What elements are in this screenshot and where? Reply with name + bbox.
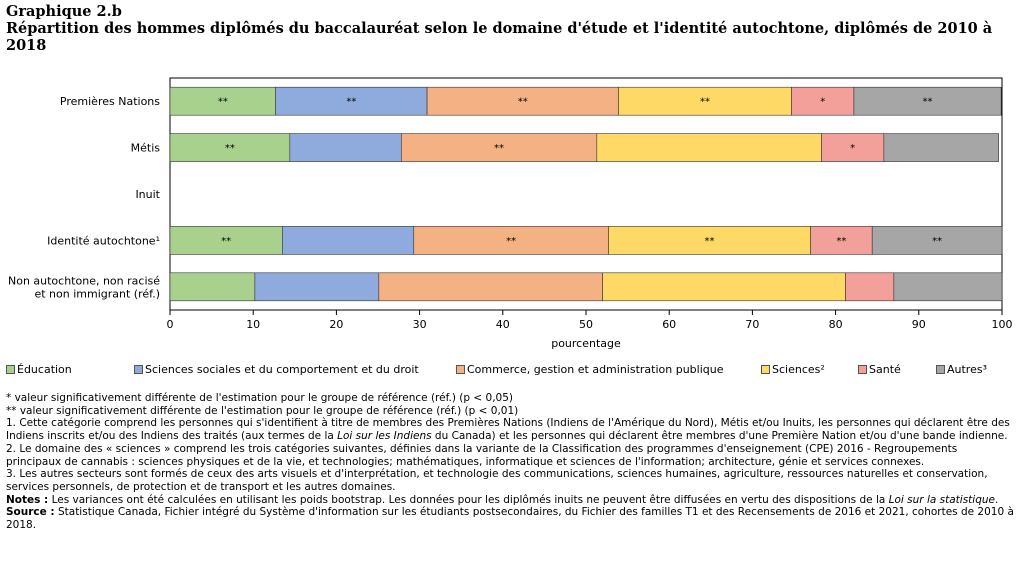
legend-label: Commerce, gestion et administration publique bbox=[467, 363, 724, 376]
bar-data-label: ** bbox=[699, 96, 710, 108]
legend-label: Sciences² bbox=[772, 363, 825, 376]
bar-data-label: ** bbox=[217, 96, 228, 108]
legend-item bbox=[858, 363, 901, 377]
bar-data-label: ** bbox=[836, 235, 847, 247]
legend-swatch bbox=[936, 365, 945, 374]
bar-data-label: ** bbox=[517, 96, 528, 108]
bar-segment bbox=[290, 134, 401, 162]
legend-swatch bbox=[858, 365, 867, 374]
bar-segment bbox=[597, 134, 822, 162]
legend-label: Autres³ bbox=[947, 363, 987, 376]
significance-note-1: * valeur significativement différente de l'estimation pour le groupe de référence (réf.) (p < 0,05) bbox=[6, 392, 514, 404]
legend-swatch bbox=[456, 365, 465, 374]
bar-segment bbox=[170, 273, 255, 301]
bar-segment bbox=[379, 273, 603, 301]
legend-item bbox=[6, 363, 72, 377]
x-axis-label: pourcentage bbox=[551, 337, 621, 350]
significance-note-2: ** valeur significativement différente de l'estimation pour le groupe de référence (réf.) (p < 0,01) bbox=[6, 404, 519, 417]
bar-data-label: ** bbox=[506, 235, 517, 247]
x-tick-label: 70 bbox=[745, 318, 760, 331]
footnote-1: 1. Cette catégorie comprend les personnes qui s'identifient à titre de membres des Premières Nations (Indiens de l'Amérique du Nord), Métis et/ou Inuits, les personnes qui déclarent être des Indiens inscrits et/ou des Indiens des traités (aux termes de la Loi sur les Indiens du Canada) et les personnes qui déclarent être membres d'une Première Nation et/ou d'une bande indienne. bbox=[6, 417, 1010, 443]
x-tick-label: 20 bbox=[329, 318, 344, 331]
methodology-notes: Notes : Les variances ont été calculées en utilisant les poids bootstrap. Les données pour les diplômés inuits ne peuvent être diffusées en vertu des dispositions de la Loi sur la statistique. bbox=[6, 493, 999, 506]
category-label: Métis bbox=[130, 141, 160, 155]
legend-item bbox=[134, 363, 419, 377]
bar-data-label: * bbox=[820, 96, 826, 108]
chart-legend bbox=[6, 363, 1016, 379]
legend-item bbox=[761, 363, 825, 377]
legend-swatch bbox=[761, 365, 770, 374]
x-tick-label: 50 bbox=[579, 318, 593, 331]
legend-label: Santé bbox=[869, 363, 901, 376]
chart-notes bbox=[6, 392, 1014, 532]
x-tick-label: 80 bbox=[828, 318, 843, 331]
x-tick-label: 0 bbox=[166, 318, 174, 331]
bar-data-label: ** bbox=[704, 235, 715, 247]
bar-data-label: ** bbox=[494, 143, 505, 155]
bar-segment bbox=[255, 273, 379, 301]
category-label: Premières Nations bbox=[59, 95, 160, 109]
bar-segment bbox=[846, 273, 894, 301]
category-label: et non immigrant (réf.) bbox=[34, 287, 160, 301]
x-tick-label: 40 bbox=[495, 318, 510, 331]
source-note: Source : Statistique Canada, Fichier intégré du Système d'information sur les étudiants postsecondaires, du Fichier des familles T1 et des Recensements de 2016 et 2021, cohortes de 2010 à 2018. bbox=[6, 506, 1014, 532]
legend-swatch bbox=[134, 365, 143, 374]
bar-segment bbox=[282, 226, 413, 254]
bar-data-label: ** bbox=[922, 96, 933, 108]
bar-data-label: ** bbox=[932, 235, 943, 247]
legend-label: Sciences sociales et du comportement et du droit bbox=[145, 363, 419, 376]
chart-number: Graphique 2.b bbox=[6, 3, 122, 20]
bar-segment bbox=[894, 273, 1002, 301]
chart-title-block bbox=[6, 3, 1016, 54]
bar-data-label: * bbox=[850, 143, 856, 155]
category-label: Inuit bbox=[135, 188, 160, 201]
legend-item bbox=[456, 363, 724, 377]
footnote-2: 2. Le domaine des « sciences » comprend les trois catégories suivantes, définies dans la variante de la Classification des programmes d'enseignement (CPE) 2016 - Regroupements principaux de cannabis : sciences physiques et de la vie, et technologies; mathématiques, informatique et sciences de l'information; architecture, génie et services connexes. bbox=[6, 442, 958, 468]
legend-label: Éducation bbox=[17, 363, 72, 376]
bar-segment bbox=[884, 134, 999, 162]
bar-data-label: ** bbox=[224, 143, 235, 155]
chart-title: Répartition des hommes diplômés du baccalauréat selon le domaine d'étude et l'identité autochtone, diplômés de 2010 à 2018 bbox=[6, 20, 993, 54]
category-label: Non autochtone, non racisé bbox=[7, 274, 160, 288]
footnote-3: 3. Les autres secteurs sont formés de ceux des arts visuels et d'interprétation, et technologie des communications, sciences humaines, agriculture, ressources naturelles et conservation, services personnels, de protection et de transport et les autres domaines. bbox=[6, 468, 988, 493]
legend-swatch bbox=[6, 365, 15, 374]
bar-data-label: ** bbox=[221, 235, 232, 247]
stacked-bar-chart bbox=[0, 70, 1021, 355]
legend-item bbox=[936, 363, 987, 377]
x-tick-label: 60 bbox=[662, 318, 677, 331]
bar-segment bbox=[603, 273, 846, 301]
category-label: Identité autochtone¹ bbox=[47, 234, 160, 248]
x-tick-label: 10 bbox=[246, 318, 261, 331]
x-tick-label: 30 bbox=[412, 318, 427, 331]
bar-data-label: ** bbox=[346, 96, 357, 108]
x-tick-label: 90 bbox=[911, 318, 926, 331]
x-tick-label: 100 bbox=[991, 318, 1013, 331]
